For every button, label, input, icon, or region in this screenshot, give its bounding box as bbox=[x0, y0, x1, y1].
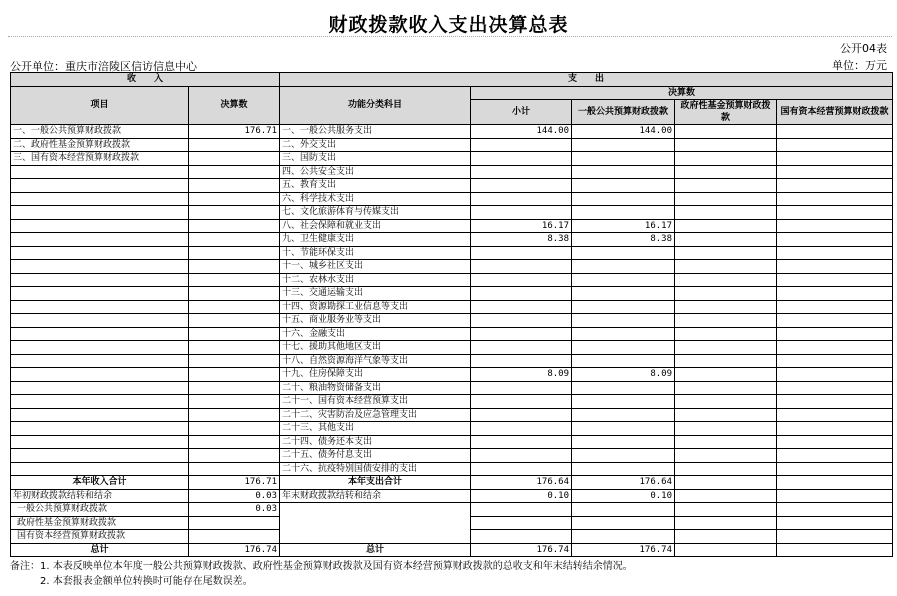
income-amount bbox=[189, 300, 280, 314]
income-item: 一、一般公共预算财政拨款 bbox=[11, 125, 189, 139]
expense-general bbox=[572, 206, 675, 220]
expense-item: 十六、金融支出 bbox=[280, 327, 471, 341]
expense-gov-fund bbox=[675, 206, 777, 220]
expense-general bbox=[572, 260, 675, 274]
income-amount bbox=[189, 246, 280, 260]
table-row bbox=[11, 165, 893, 179]
expense-general: 8.38 bbox=[572, 233, 675, 247]
expense-general bbox=[572, 395, 675, 409]
income-item bbox=[11, 233, 189, 247]
income-amount bbox=[189, 206, 280, 220]
income-amount bbox=[189, 260, 280, 274]
empty-cell bbox=[675, 489, 777, 503]
empty-cell bbox=[777, 543, 893, 557]
income-amount bbox=[189, 395, 280, 409]
expense-gov-fund bbox=[675, 368, 777, 382]
grand-total-label-right: 总计 bbox=[280, 543, 471, 557]
expense-item: 十三、交通运输支出 bbox=[280, 287, 471, 301]
expense-general bbox=[572, 300, 675, 314]
table-row bbox=[11, 260, 893, 274]
expense-subtotal bbox=[471, 300, 572, 314]
income-amount bbox=[189, 462, 280, 476]
empty-cell bbox=[471, 516, 572, 530]
expense-item: 二十六、抗疫特别国债安排的支出 bbox=[280, 462, 471, 476]
expense-state-capital bbox=[777, 138, 893, 152]
empty-cell bbox=[777, 503, 893, 517]
expense-general: 8.09 bbox=[572, 368, 675, 382]
expense-item: 九、卫生健康支出 bbox=[280, 233, 471, 247]
expense-state-capital bbox=[777, 408, 893, 422]
expense-total-label: 本年支出合计 bbox=[280, 476, 471, 490]
expense-subtotal bbox=[471, 246, 572, 260]
expense-item: 十一、城乡社区支出 bbox=[280, 260, 471, 274]
income-item bbox=[11, 246, 189, 260]
table-row bbox=[11, 408, 893, 422]
expense-subtotal: 8.38 bbox=[471, 233, 572, 247]
expense-subtotal bbox=[471, 422, 572, 436]
unit-label: 单位：万元 bbox=[832, 59, 887, 72]
table-row bbox=[11, 341, 893, 355]
expense-gov-fund bbox=[675, 246, 777, 260]
income-item bbox=[11, 165, 189, 179]
table-row bbox=[11, 125, 893, 139]
expense-state-capital bbox=[777, 300, 893, 314]
expense-subtotal: 8.09 bbox=[471, 368, 572, 382]
expense-item: 二十一、国有资本经营预算支出 bbox=[280, 395, 471, 409]
income-item bbox=[11, 219, 189, 233]
table-row bbox=[11, 449, 893, 463]
income-item bbox=[11, 354, 189, 368]
expense-subtotal bbox=[471, 206, 572, 220]
expense-subtotal bbox=[471, 165, 572, 179]
item-header: 项目 bbox=[11, 86, 189, 125]
income-item bbox=[11, 273, 189, 287]
income-item bbox=[11, 462, 189, 476]
table-row bbox=[11, 179, 893, 193]
expense-gov-fund bbox=[675, 381, 777, 395]
expense-general bbox=[572, 273, 675, 287]
expense-item: 一、一般公共服务支出 bbox=[280, 125, 471, 139]
general-budget-header: 一般公共预算财政拨款 bbox=[572, 100, 675, 125]
table-row bbox=[11, 381, 893, 395]
expense-gov-fund bbox=[675, 233, 777, 247]
empty-cell bbox=[777, 516, 893, 530]
note-line-1: 备注：1. 本表反映单位本年度一般公共预算财政拨款、政府性基金预算财政拨款及国有资本经营预算财政拨款的总收支和年末结转结余情况。 bbox=[10, 561, 633, 572]
gov-fund-header: 政府性基金预算财政拨款 bbox=[675, 100, 777, 125]
empty-cell bbox=[572, 503, 675, 517]
expense-subtotal bbox=[471, 354, 572, 368]
expense-gov-fund bbox=[675, 395, 777, 409]
income-item bbox=[11, 287, 189, 301]
expense-gov-fund bbox=[675, 179, 777, 193]
expense-item: 八、社会保障和就业支出 bbox=[280, 219, 471, 233]
expense-general bbox=[572, 341, 675, 355]
income-amount bbox=[189, 165, 280, 179]
income-item bbox=[11, 422, 189, 436]
state-capital-header: 国有资本经营预算财政拨款 bbox=[777, 100, 893, 125]
expense-general bbox=[572, 408, 675, 422]
income-item bbox=[11, 206, 189, 220]
expense-gov-fund bbox=[675, 422, 777, 436]
empty-cell bbox=[675, 503, 777, 517]
income-amount bbox=[189, 314, 280, 328]
income-amount bbox=[189, 435, 280, 449]
expense-state-capital bbox=[777, 395, 893, 409]
expense-state-capital bbox=[777, 273, 893, 287]
expense-subtotal bbox=[471, 449, 572, 463]
expense-state-capital bbox=[777, 314, 893, 328]
expense-gov-fund bbox=[675, 327, 777, 341]
table-row bbox=[11, 287, 893, 301]
expense-gov-fund bbox=[675, 192, 777, 206]
expense-general bbox=[572, 449, 675, 463]
expense-item: 十五、商业服务业等支出 bbox=[280, 314, 471, 328]
org-label: 公开单位： bbox=[10, 60, 65, 73]
expense-item: 二、外交支出 bbox=[280, 138, 471, 152]
income-amount bbox=[189, 192, 280, 206]
expense-general bbox=[572, 422, 675, 436]
carry-in-label: 年初财政拨款结转和结余 bbox=[11, 489, 189, 503]
expense-state-capital bbox=[777, 219, 893, 233]
expense-state-capital bbox=[777, 354, 893, 368]
expense-subtotal bbox=[471, 341, 572, 355]
expense-item: 二十二、灾害防治及应急管理支出 bbox=[280, 408, 471, 422]
expense-item: 十九、住房保障支出 bbox=[280, 368, 471, 382]
income-total: 176.71 bbox=[189, 476, 280, 490]
table-row bbox=[11, 219, 893, 233]
income-item bbox=[11, 368, 189, 382]
income-amount: 176.71 bbox=[189, 125, 280, 139]
expense-subtotal: 16.17 bbox=[471, 219, 572, 233]
expense-total-general: 176.64 bbox=[572, 476, 675, 490]
expense-general bbox=[572, 314, 675, 328]
empty-cell bbox=[471, 503, 572, 517]
empty-cell bbox=[189, 516, 280, 530]
income-item bbox=[11, 260, 189, 274]
expense-general bbox=[572, 462, 675, 476]
expense-general bbox=[572, 165, 675, 179]
expense-item: 七、文化旅游体育与传媒支出 bbox=[280, 206, 471, 220]
income-amount bbox=[189, 138, 280, 152]
income-header: 收 入 bbox=[11, 73, 280, 87]
page-title: 财政拨款收入支出决算总表 bbox=[328, 14, 569, 36]
income-item bbox=[11, 435, 189, 449]
expense-subtotal bbox=[471, 327, 572, 341]
expense-general bbox=[572, 327, 675, 341]
table-row bbox=[11, 314, 893, 328]
expense-subtotal: 144.00 bbox=[471, 125, 572, 139]
table-row bbox=[11, 273, 893, 287]
carry-in: 0.03 bbox=[189, 489, 280, 503]
income-total-label: 本年收入合计 bbox=[11, 476, 189, 490]
summary-row-carry-general bbox=[11, 503, 893, 517]
expense-subtotal bbox=[471, 381, 572, 395]
expense-general bbox=[572, 381, 675, 395]
expense-subtotal bbox=[471, 314, 572, 328]
empty-cell bbox=[189, 530, 280, 544]
expense-gov-fund bbox=[675, 408, 777, 422]
table-row bbox=[11, 246, 893, 260]
expense-general: 16.17 bbox=[572, 219, 675, 233]
expense-general bbox=[572, 192, 675, 206]
table-row bbox=[11, 300, 893, 314]
expense-total-subtotal: 176.64 bbox=[471, 476, 572, 490]
table-row bbox=[11, 152, 893, 166]
expense-general bbox=[572, 354, 675, 368]
expense-subtotal bbox=[471, 152, 572, 166]
expense-general bbox=[572, 435, 675, 449]
income-item bbox=[11, 300, 189, 314]
expense-state-capital bbox=[777, 381, 893, 395]
empty-cell bbox=[675, 543, 777, 557]
budget-table bbox=[10, 72, 893, 557]
table-row bbox=[11, 435, 893, 449]
empty-cell bbox=[572, 516, 675, 530]
income-amount bbox=[189, 408, 280, 422]
expense-item: 二十五、债务付息支出 bbox=[280, 449, 471, 463]
income-amount bbox=[189, 381, 280, 395]
expense-gov-fund bbox=[675, 287, 777, 301]
org-name: 重庆市涪陵区信访信息中心 bbox=[65, 60, 197, 73]
expense-subtotal bbox=[471, 138, 572, 152]
carry-out-subtotal: 0.10 bbox=[471, 489, 572, 503]
table-row bbox=[11, 138, 893, 152]
carry-general: 0.03 bbox=[189, 503, 280, 517]
top-divider bbox=[8, 36, 892, 37]
income-amount bbox=[189, 219, 280, 233]
income-amount bbox=[189, 327, 280, 341]
summary-body bbox=[11, 476, 893, 557]
form-number: 公开04表 bbox=[840, 42, 887, 55]
table-row bbox=[11, 233, 893, 247]
table-row bbox=[11, 206, 893, 220]
expense-gov-fund bbox=[675, 138, 777, 152]
empty-cell bbox=[777, 530, 893, 544]
expense-state-capital bbox=[777, 192, 893, 206]
expense-subtotal bbox=[471, 462, 572, 476]
table-row bbox=[11, 354, 893, 368]
expense-item: 二十、粮油物资储备支出 bbox=[280, 381, 471, 395]
income-item bbox=[11, 327, 189, 341]
header-row-2 bbox=[11, 86, 893, 100]
expense-state-capital bbox=[777, 449, 893, 463]
expense-state-capital bbox=[777, 462, 893, 476]
income-amount bbox=[189, 287, 280, 301]
grand-total-left: 176.74 bbox=[189, 543, 280, 557]
income-amount bbox=[189, 354, 280, 368]
expense-item: 十二、农林水支出 bbox=[280, 273, 471, 287]
table-row bbox=[11, 368, 893, 382]
expense-subtotal bbox=[471, 287, 572, 301]
income-item bbox=[11, 395, 189, 409]
empty-cell bbox=[777, 489, 893, 503]
carry-gov-label: 政府性基金预算财政拨款 bbox=[11, 516, 189, 530]
subtotal-header: 小计 bbox=[471, 100, 572, 125]
expense-gov-fund bbox=[675, 165, 777, 179]
expense-gov-fund bbox=[675, 260, 777, 274]
table-row bbox=[11, 422, 893, 436]
expense-state-capital bbox=[777, 125, 893, 139]
expense-item: 五、教育支出 bbox=[280, 179, 471, 193]
expense-state-capital bbox=[777, 260, 893, 274]
income-item bbox=[11, 408, 189, 422]
expense-subtotal bbox=[471, 273, 572, 287]
expense-gov-fund bbox=[675, 341, 777, 355]
expense-gov-fund bbox=[675, 354, 777, 368]
function-subject-header: 功能分类科目 bbox=[280, 86, 471, 125]
expense-general: 144.00 bbox=[572, 125, 675, 139]
grand-total-right-subtotal: 176.74 bbox=[471, 543, 572, 557]
income-amount bbox=[189, 179, 280, 193]
expense-general bbox=[572, 246, 675, 260]
expense-gov-fund bbox=[675, 462, 777, 476]
final-amount-header: 决算数 bbox=[189, 86, 280, 125]
summary-row-carry bbox=[11, 489, 893, 503]
table-row bbox=[11, 192, 893, 206]
expense-subtotal bbox=[471, 179, 572, 193]
income-item bbox=[11, 192, 189, 206]
expense-state-capital bbox=[777, 152, 893, 166]
expense-subtotal bbox=[471, 435, 572, 449]
expense-item: 十四、资源勘探工业信息等支出 bbox=[280, 300, 471, 314]
expense-subtotal bbox=[471, 395, 572, 409]
expense-state-capital bbox=[777, 179, 893, 193]
table-row bbox=[11, 395, 893, 409]
expense-state-capital bbox=[777, 233, 893, 247]
income-item bbox=[11, 341, 189, 355]
grand-total-label-left: 总计 bbox=[11, 543, 189, 557]
expense-gov-fund bbox=[675, 314, 777, 328]
expense-general bbox=[572, 179, 675, 193]
expense-state-capital bbox=[777, 368, 893, 382]
table-row bbox=[11, 462, 893, 476]
income-item bbox=[11, 179, 189, 193]
expense-gov-fund bbox=[675, 449, 777, 463]
expense-gov-fund bbox=[675, 300, 777, 314]
income-amount bbox=[189, 233, 280, 247]
expense-general bbox=[572, 287, 675, 301]
expense-state-capital bbox=[777, 206, 893, 220]
income-item: 三、国有资本经营预算财政拨款 bbox=[11, 152, 189, 166]
table-row bbox=[11, 327, 893, 341]
expense-state-capital bbox=[777, 287, 893, 301]
expense-subtotal bbox=[471, 408, 572, 422]
income-amount bbox=[189, 368, 280, 382]
expense-item: 二十四、债务还本支出 bbox=[280, 435, 471, 449]
expense-item: 六、科学技术支出 bbox=[280, 192, 471, 206]
income-item: 二、政府性基金预算财政拨款 bbox=[11, 138, 189, 152]
income-amount bbox=[189, 422, 280, 436]
expense-gov-fund bbox=[675, 219, 777, 233]
empty-cell bbox=[675, 530, 777, 544]
income-amount bbox=[189, 152, 280, 166]
header-row-1 bbox=[11, 73, 893, 87]
expense-state-capital bbox=[777, 422, 893, 436]
income-item bbox=[11, 381, 189, 395]
carry-general-label: 一般公共预算财政拨款 bbox=[11, 503, 189, 517]
expense-subtotal bbox=[471, 192, 572, 206]
empty-cell bbox=[572, 530, 675, 544]
summary-row-totals bbox=[11, 476, 893, 490]
income-item bbox=[11, 314, 189, 328]
income-amount bbox=[189, 449, 280, 463]
summary-row-grand-total bbox=[11, 543, 893, 557]
expense-gov-fund bbox=[675, 125, 777, 139]
expense-subtotal bbox=[471, 260, 572, 274]
income-amount bbox=[189, 341, 280, 355]
expense-item: 十、节能环保支出 bbox=[280, 246, 471, 260]
income-item bbox=[11, 449, 189, 463]
carry-out-general: 0.10 bbox=[572, 489, 675, 503]
grand-total-right-general: 176.74 bbox=[572, 543, 675, 557]
empty-cell bbox=[675, 476, 777, 490]
expense-state-capital bbox=[777, 327, 893, 341]
note-line-2: 2. 本套报表金额单位转换时可能存在尾数误差。 bbox=[10, 576, 253, 587]
income-amount bbox=[189, 273, 280, 287]
empty-cell bbox=[471, 530, 572, 544]
empty-cell bbox=[280, 503, 471, 544]
expense-general bbox=[572, 152, 675, 166]
expense-item: 十七、援助其他地区支出 bbox=[280, 341, 471, 355]
final-amount-group-header: 决算数 bbox=[471, 86, 893, 100]
expense-header: 支 出 bbox=[280, 73, 893, 87]
expense-gov-fund bbox=[675, 273, 777, 287]
expense-item: 四、公共安全支出 bbox=[280, 165, 471, 179]
expense-state-capital bbox=[777, 341, 893, 355]
empty-cell bbox=[777, 476, 893, 490]
expense-state-capital bbox=[777, 246, 893, 260]
carry-state-label: 国有资本经营预算财政拨款 bbox=[11, 530, 189, 544]
empty-cell bbox=[675, 516, 777, 530]
expense-item: 十八、自然资源海洋气象等支出 bbox=[280, 354, 471, 368]
expense-item: 三、国防支出 bbox=[280, 152, 471, 166]
expense-state-capital bbox=[777, 165, 893, 179]
expense-gov-fund bbox=[675, 435, 777, 449]
expense-state-capital bbox=[777, 435, 893, 449]
expense-gov-fund bbox=[675, 152, 777, 166]
expense-general bbox=[572, 138, 675, 152]
expense-item: 二十三、其他支出 bbox=[280, 422, 471, 436]
carry-out-label: 年末财政拨款结转和结余 bbox=[280, 489, 471, 503]
